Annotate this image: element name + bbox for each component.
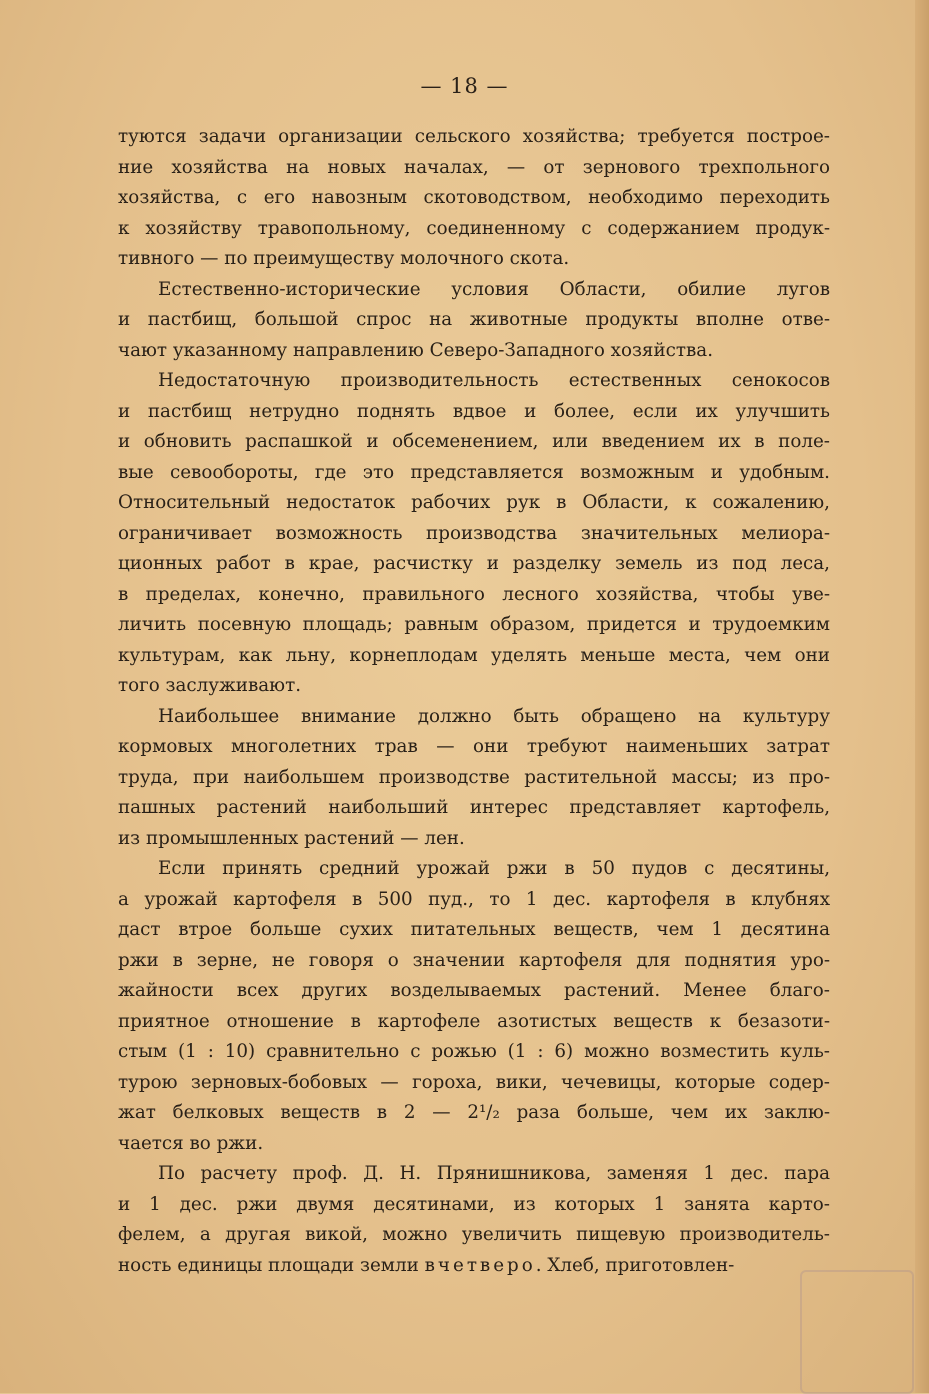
text-line: ограничивает возможность производства значительных мелиора-	[118, 522, 830, 544]
text-line: а урожай картофеля в 500 пуд., то 1 дес. картофеля в клубнях	[118, 888, 830, 910]
text-line: Естественно-исторические условия Области, обилие лугов	[158, 278, 830, 300]
text-line: пашных растений наибольший интерес представляет картофель,	[118, 797, 830, 818]
text-line: личить посевную площадь; равным образом, придется и трудоемким	[118, 614, 830, 635]
text-line: труда, при наибольшем производстве растительной массы; из про-	[118, 766, 830, 788]
text-line: Наибольшее внимание должно быть обращено на культуру	[158, 705, 830, 727]
text-line: турою зерновых-бобовых — гороха, вики, чечевицы, которые содер-	[118, 1071, 830, 1093]
text-line: и пастбищ, большой спрос на животные продукты вполне отве-	[118, 309, 830, 330]
body-text	[118, 122, 830, 1281]
text-line: чают указанному направлению Северо-Западного хозяйства.	[118, 339, 714, 361]
text-line: фелем, а другая викой, можно увеличить пищевую производитель-	[118, 1224, 830, 1245]
text-line: Если принять средний урожай ржи в 50 пудов с десятины,	[158, 858, 830, 879]
text-line: из промышленных растений — лен.	[118, 827, 465, 849]
text-line: вые севообороты, где это представляется возможным и удобным.	[118, 461, 830, 483]
text-fragment: . Хлеб, приготовлен-	[535, 1254, 735, 1276]
text-line: в пределах, конечно, правильного лесного хозяйства, чтобы уве-	[118, 583, 830, 605]
emphasized-word: вчетверо	[424, 1254, 536, 1276]
text-fragment: ность единицы площади земли	[118, 1254, 419, 1276]
text-line: и обновить распашкой и обсеменением, или введением их в поле-	[118, 431, 830, 452]
text-line: приятное отношение в картофеле азотистых веществ к безазоти-	[118, 1010, 830, 1032]
text-line: туются задачи организации сельского хозяйства; требуется построе-	[118, 126, 830, 147]
text-line: культурам, как льну, корнеплодам уделять меньше места, чем они	[118, 644, 830, 666]
text-line: и пастбищ нетрудно поднять вдвое и более, если их улучшить	[118, 400, 830, 422]
text-line: Недостаточную производительность естественных сенокосов	[158, 370, 830, 391]
text-line: хозяйства, с его навозным скотоводством, необходимо переходить	[118, 187, 830, 208]
text-line: стым (1 : 10) сравнительно с рожью (1 : 6) можно возместить куль-	[118, 1041, 830, 1062]
text-line: чается во ржи.	[118, 1132, 264, 1154]
text-line: Относительный недостаток рабочих рук в Области, к сожалению,	[118, 492, 830, 513]
text-line: того заслуживают.	[118, 675, 302, 696]
text-line: жат белковых веществ в 2 — 2¹/₂ раза больше, чем их заклю-	[118, 1102, 830, 1123]
text-line: тивного — по преимуществу молочного скота.	[118, 248, 570, 269]
text-line: жайности всех других возделываемых растений. Менее благо-	[118, 980, 830, 1001]
text-line: ржи в зерне, не говоря о значении картофеля для поднятия уро-	[118, 949, 830, 971]
text-line: По расчету проф. Д. Н. Прянишникова, заменяя 1 дес. пара	[158, 1163, 830, 1184]
text-line: к хозяйству травопольному, соединенному с содержанием продук-	[118, 217, 830, 239]
text-line: даст втрое больше сухих питательных веществ, чем 1 десятина	[118, 919, 830, 940]
library-stamp	[800, 1270, 914, 1394]
text-line-final	[118, 1251, 830, 1282]
text-line: и 1 дес. ржи двумя десятинами, из которых 1 занята карто-	[118, 1193, 830, 1215]
page-number: — 18 —	[420, 74, 509, 98]
text-line: ние хозяйства на новых началах, — от зернового трехпольного	[118, 156, 830, 178]
text-line: кормовых многолетних трав — они требуют наименьших затрат	[118, 736, 830, 757]
page-edge	[915, 0, 929, 1393]
text-line: ционных работ в крае, расчистку и разделку земель из под леса,	[118, 553, 830, 574]
